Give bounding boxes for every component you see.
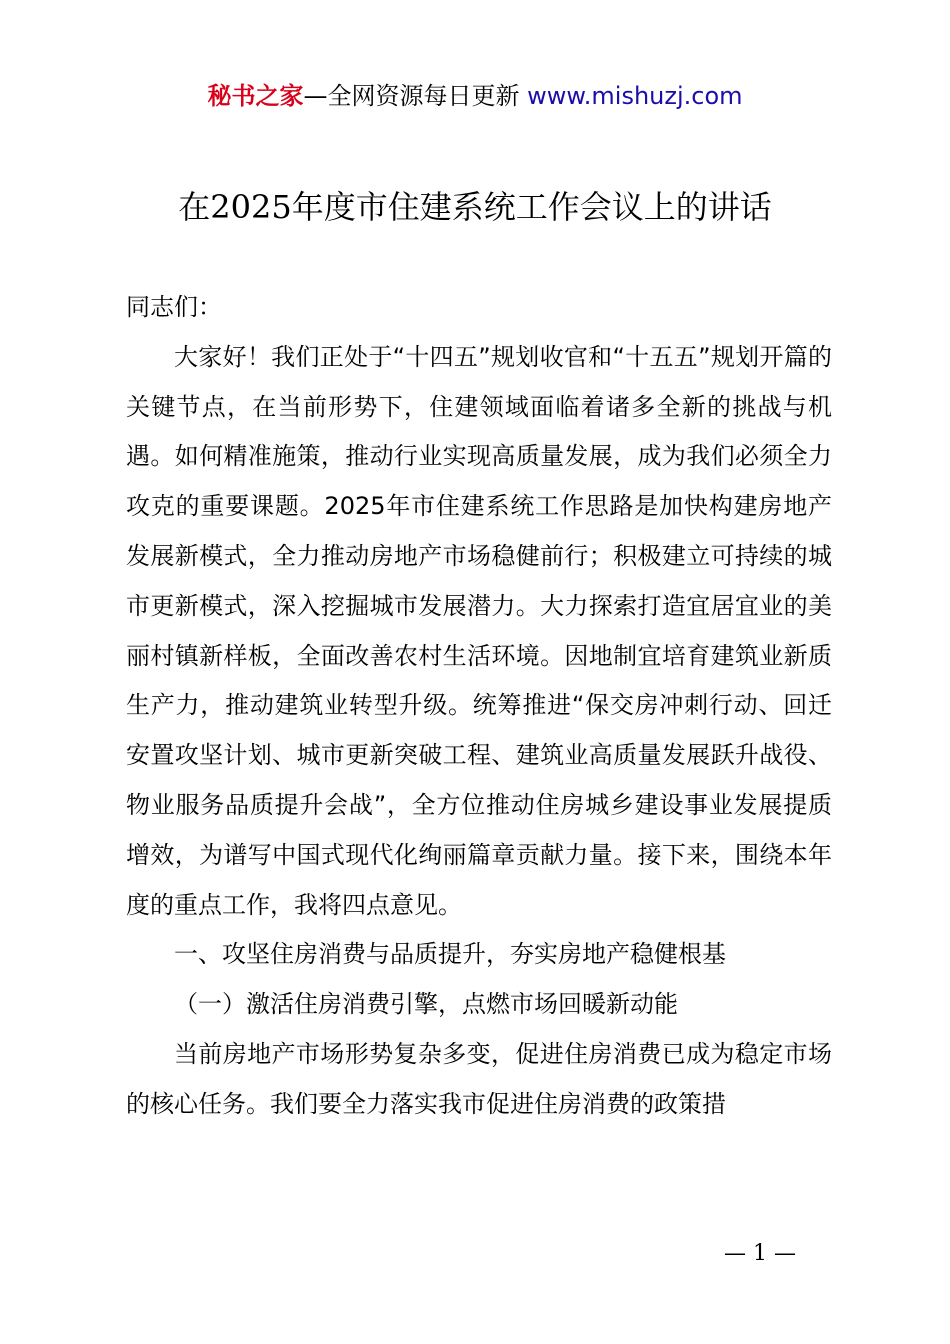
salutation: 同志们：	[126, 293, 222, 321]
document-title: 在2025年度市住建系统工作会议上的讲话	[178, 188, 772, 226]
site-brand: 秘书之家	[207, 82, 304, 110]
subsection-heading: （一）激活住房消费引擎，点燃市场回暖新动能	[174, 990, 678, 1019]
site-banner	[0, 80, 950, 112]
document-body	[126, 283, 832, 1130]
section-heading: 一、攻坚住房消费与品质提升，夯实房地产稳健根基	[174, 940, 726, 969]
page-number: — 1 —	[724, 1241, 796, 1266]
intro-paragraph: 大家好！我们正处于“十四五”规划收官和“十五五”规划开篇的关键节点，在当前形势下，住建领域面临着诸多全新的挑战与机遇。如何精准施策，推动行业实现高质量发展，成为我们必须全力攻克的重要课题。2025年市住建系统工作思路是加快构建房地产发展新模式，全力推动房地产市场稳健前行；积极建立可持续的城市更新模式，深入挖掘城市发展潜力。大力探索打造宜居宜业的美丽村镇新样板，全面改善农村生活环境。因地制宜培育建筑业新质生产力，推动建筑业转型升级。统筹推进“保交房冲刺行动、回迁安置攻坚计划、城市更新突破工程、建筑业高质量发展跃升战役、物业服务品质提升会战”，全方位推动住房城乡建设事业发展提质增效，为谱写中国式现代化绚丽篇章贡献力量。接下来，围绕本年度的重点工作，我将四点意见。	[126, 342, 832, 919]
site-url-link[interactable]: www.mishuzj.com	[527, 82, 743, 110]
body-paragraph: 当前房地产市场形势复杂多变，促进住房消费已成为稳定市场的核心任务。我们要全力落实我市促进住房消费的政策措	[126, 1039, 832, 1118]
site-tagline: —全网资源每日更新	[303, 82, 520, 110]
